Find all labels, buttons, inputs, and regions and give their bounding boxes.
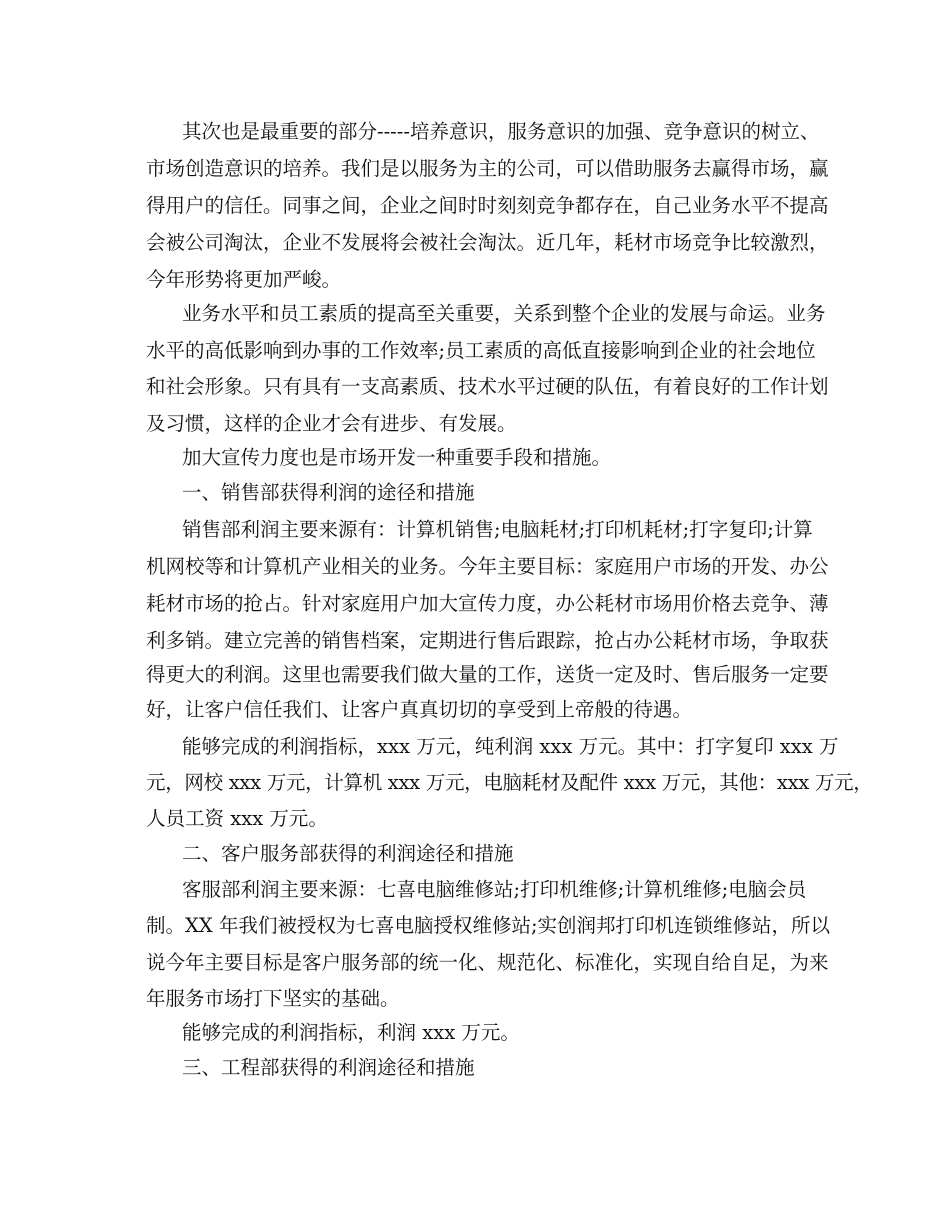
text-line: 制。XX 年我们被授权为七喜电脑授权维修站;实创润邦打印机连锁维修站，所以 — [146, 914, 831, 937]
text-line: 元，网校 xxx 万元，计算机 xxx 万元，电脑耗材及配件 xxx 万元，其他：xxx 万元， — [146, 771, 873, 794]
text-line: 能够完成的利润指标，xxx 万元，纯利润 xxx 万元。其中：打字复印 xxx 万 — [182, 735, 839, 758]
text-line: 水平的高低影响到办事的工作效率;员工素质的高低直接影响到企业的社会地位 — [146, 339, 816, 362]
text-line: 好，让客户信任我们、让客户真真切切的享受到上帝般的待遇。 — [146, 698, 693, 721]
text-line: 人员工资 xxx 万元。 — [146, 807, 328, 830]
text-line: 机网校等和计算机产业相关的业务。今年主要目标：家庭用户市场的开发、办公 — [146, 555, 829, 578]
text-line: 今年形势将更加严峻。 — [146, 268, 342, 291]
text-line: 会被公司淘汰，企业不发展将会被社会淘汰。近几年，耗材市场竞争比较激烈， — [146, 231, 829, 254]
text-line: 市场创造意识的培养。我们是以服务为主的公司，可以借助服务去赢得市场，赢 — [146, 157, 829, 180]
text-line: 能够完成的利润指标，利润 xxx 万元。 — [182, 1021, 520, 1044]
text-line: 加大宣传力度也是市场开发一种重要手段和措施。 — [182, 446, 612, 469]
text-line: 销售部利润主要来源有：计算机销售;电脑耗材;打印机耗材;打字复印;计算 — [182, 518, 813, 541]
text-line: 说今年主要目标是客户服务部的统一化、规范化、标准化，实现自给自足，为来 — [146, 951, 829, 974]
text-line: 利多销。建立完善的销售档案，定期进行售后跟踪，抢占办公耗材市场，争取获 — [146, 629, 829, 652]
text-line: 其次也是最重要的部分-----培养意识，服务意识的加强、竞争意识的树立、 — [182, 120, 820, 143]
text-line: 年服务市场打下坚实的基础。 — [146, 987, 400, 1010]
text-line: 业务水平和员工素质的提高至关重要，关系到整个企业的发展与命运。业务 — [182, 302, 826, 325]
text-line: 及习惯，这样的企业才会有进步、有发展。 — [146, 412, 517, 435]
text-line: 和社会形象。只有具有一支高素质、技术水平过硬的队伍，有着良好的工作计划 — [146, 375, 829, 398]
section-heading: 三、工程部获得的利润途径和措施 — [182, 1056, 475, 1079]
section-heading: 二、客户服务部获得的利润途径和措施 — [182, 842, 514, 865]
text-line: 得用户的信任。同事之间，企业之间时时刻刻竞争都存在，自己业务水平不提高 — [146, 194, 829, 217]
section-heading: 一、销售部获得利润的途径和措施 — [182, 481, 475, 504]
text-line: 得更大的利润。这里也需要我们做大量的工作，送货一定及时、售后服务一定要 — [146, 663, 829, 686]
text-line: 耗材市场的抢占。针对家庭用户加大宣传力度，办公耗材市场用价格去竞争、薄 — [146, 592, 829, 615]
text-line: 客服部利润主要来源：七喜电脑维修站;打印机维修;计算机维修;电脑会员 — [182, 878, 807, 901]
